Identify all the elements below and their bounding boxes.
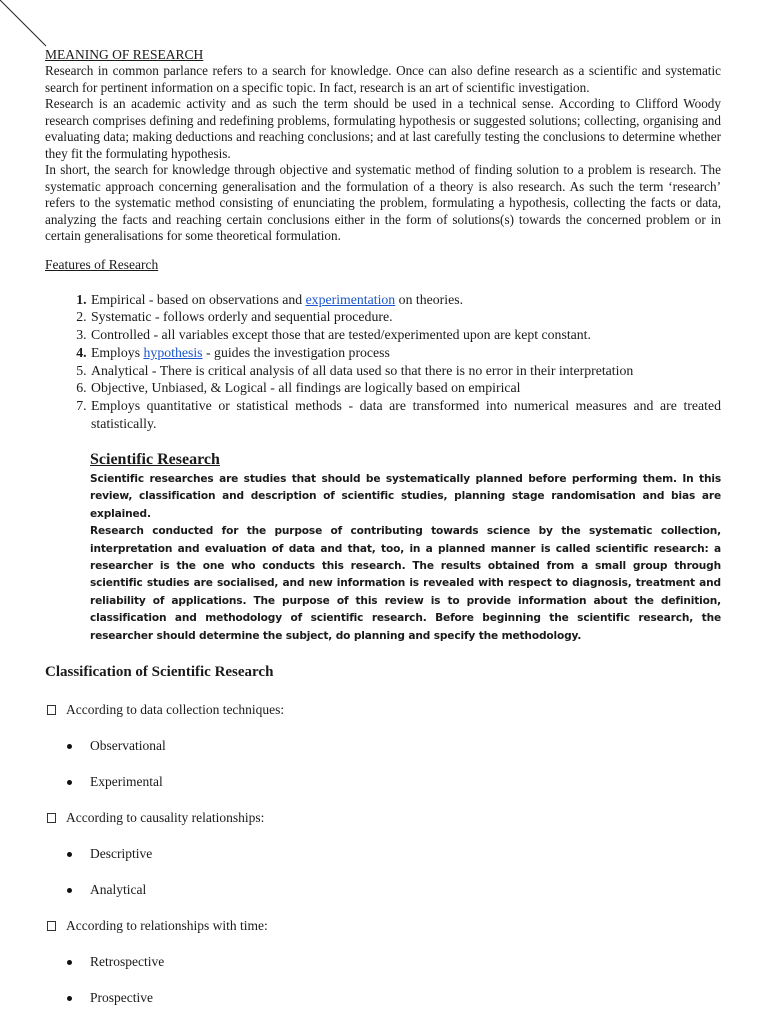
classification-criterion: According to relationships with time:	[45, 917, 721, 953]
bullet-icon	[67, 780, 72, 785]
classification-heading: Classification of Scientific Research	[45, 663, 274, 680]
bullet-icon	[67, 744, 72, 749]
bullet-icon	[67, 888, 72, 893]
meaning-paragraph-1: Research in common parlance refers to a search for knowledge. Once can also define research as a scientific and systematic search for pertinent information on a specific topic. In fact, research is an art of scientific investigation.	[45, 63, 721, 95]
classification-item: Retrospective	[45, 953, 721, 989]
feature-item: 7. Employs quantitative or statistical methods - data are transformed into numerical measures and are treated statistically.	[90, 397, 721, 433]
hypothesis-link[interactable]: hypothesis	[143, 344, 203, 360]
checkbox-glyph-icon	[47, 813, 56, 823]
features-list	[45, 291, 721, 433]
scientific-research-section	[90, 451, 721, 645]
checkbox-glyph-icon	[47, 921, 56, 931]
bullet-icon	[67, 960, 72, 965]
classification-item: Experimental	[45, 773, 721, 809]
feature-item: 5. Analytical - There is critical analysis of all data used so that there is no error in their interpretation	[90, 362, 721, 380]
experimentation-link[interactable]: experimentation	[305, 291, 396, 307]
scientific-research-heading: Scientific Research	[90, 450, 220, 468]
features-heading: Features of Research	[45, 256, 159, 272]
feature-item: 3. Controlled - all variables except those that are tested/experimented upon are kept constant.	[90, 326, 721, 344]
scientific-paragraph-1: Scientific researches are studies that should be systematically planned before performing them. In this review, classification and description of scientific studies, planning stage randomisation and bias are explained.	[90, 472, 721, 520]
meaning-paragraph-2: Research is an academic activity and as such the term should be used in a technical sense. According to Clifford Woody research comprises defining and redefining problems, formulating hypothesis or suggested solutions; collecting, organising and evaluating data; making deductions and reaching conclusions; and at last carefully testing the conclusions to determine whether they fit the formulating hypothesis.	[45, 96, 721, 161]
classification-item: Descriptive	[45, 845, 721, 881]
meaning-heading: MEANING OF RESEARCH	[45, 47, 204, 62]
feature-item: 6. Objective, Unbiased, & Logical - all findings are logically based on empirical	[90, 379, 721, 397]
feature-item: 1. Empirical - based on observations and experimentation on theories.	[90, 291, 721, 309]
bullet-icon	[67, 996, 72, 1001]
scientific-paragraph-2: Research conducted for the purpose of contributing towards science by the systematic collection, interpretation and evaluation of data and that, too, in a planned manner is called scientific research: a researcher is the one who conducts this research. The results obtained from a small group through scientific studies are socialised, and new information is revealed with respect to diagnosis, treatment and reliability of applications. The purpose of this review is to provide information about the definition, classification and methodology of scientific research. Before beginning the scientific research, the researcher should determine the subject, do planning and specify the methodology.	[90, 525, 721, 642]
classification-item: Observational	[45, 737, 721, 773]
classification-item: Prospective	[45, 989, 721, 1025]
feature-item: 4. Employs hypothesis - guides the investigation process	[90, 344, 721, 362]
meaning-paragraph-3: In short, the search for knowledge through objective and systematic method of finding solution to a problem is research. The systematic approach concerning generalisation and the formulation of a theory is also research. As such the term ‘research’ refers to the systematic method consisting of enunciating the problem, formulating a hypothesis, collecting the facts or data, analyzing the facts and reaching certain conclusions either in the form of solutions(s) towards the concerned problem or in certain generalisations for some theoretical formulation.	[45, 162, 721, 243]
bullet-icon	[67, 852, 72, 857]
classification-criterion: According to causality relationships:	[45, 809, 721, 845]
classification-item: Analytical	[45, 881, 721, 917]
document-page	[45, 47, 721, 1025]
checkbox-glyph-icon	[47, 705, 56, 715]
feature-item: 2. Systematic - follows orderly and sequential procedure.	[90, 308, 721, 326]
classification-criterion: According to data collection techniques:	[45, 701, 721, 737]
